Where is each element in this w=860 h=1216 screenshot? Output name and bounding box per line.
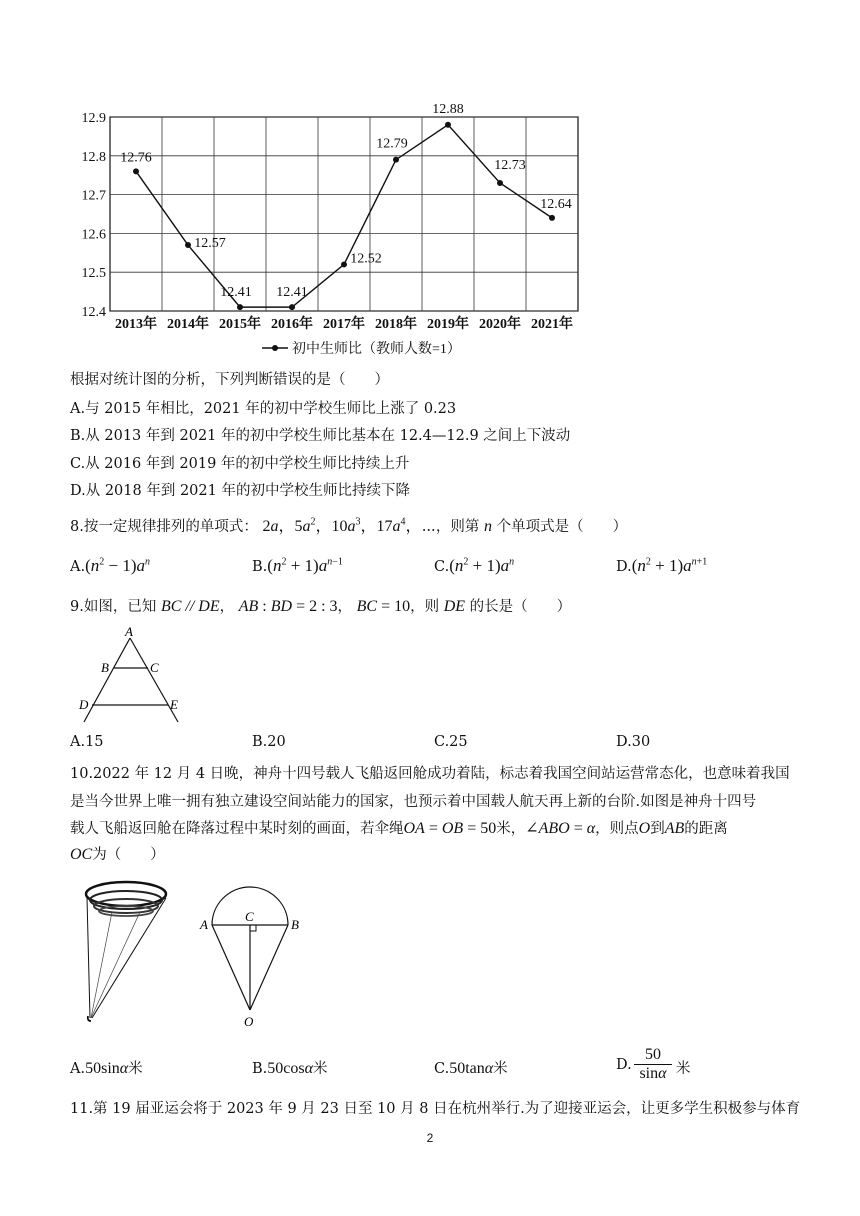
x-tick-label: 2020年 xyxy=(479,317,521,332)
data-label: 12.41 xyxy=(276,285,308,301)
data-point xyxy=(445,122,451,128)
q8-option-d: $D.(n^2 + 1)a^{n+1}$ xyxy=(616,556,708,575)
q10-label-c: C xyxy=(245,909,254,924)
q8-suffix-a: ，则第 xyxy=(435,519,480,535)
q9-condition: BC // DE xyxy=(160,598,220,615)
q9-triangle-figure xyxy=(70,624,190,724)
x-tick-labels xyxy=(115,315,573,332)
q9-option-d: D.30 xyxy=(616,734,651,750)
q9-ratio: AB xyxy=(238,598,259,615)
chart-legend xyxy=(262,340,461,357)
q9-de: DE xyxy=(443,598,466,615)
q7-option-b: B.从 2013 年到 2021 年的初中学校生师比基本在 12.4—12.9 之间上下波动 xyxy=(70,428,571,444)
data-label: 12.73 xyxy=(494,157,526,173)
data-label: 12.79 xyxy=(376,136,408,152)
plot-frame xyxy=(110,117,578,311)
q8-option-c: $C.(n^2 + 1)a^n$ xyxy=(434,556,515,575)
q10-label-a: A xyxy=(200,917,208,932)
data-point xyxy=(393,157,399,163)
q10-label-b: B xyxy=(291,917,299,932)
q7-option-d: D.从 2018 年到 2021 年的初中学校生师比持续下降 xyxy=(70,483,410,499)
data-point xyxy=(133,168,139,174)
legend-marker-icon xyxy=(272,345,278,351)
chart-grid xyxy=(110,117,578,311)
y-tick-label: 12.6 xyxy=(81,227,106,243)
q9-option-b: B.20 xyxy=(252,734,286,750)
q8-suffix-b: 个单项式是（ ） xyxy=(496,519,628,535)
data-point xyxy=(341,261,347,267)
data-point xyxy=(289,304,295,310)
q8-option-b: $B.(n^2 + 1)a^{n-1}$ xyxy=(252,556,343,575)
q10-option-a: A.50sinα米 xyxy=(70,1060,143,1077)
q10-option-b: B.50cosα米 xyxy=(252,1060,328,1077)
q10-geometry-figure xyxy=(198,878,308,1028)
q8-sequence: 2a，$5a^2$，$10a^3$，$17a^4$，⋯ xyxy=(262,516,436,535)
x-tick-label: 2019年 xyxy=(427,317,469,332)
x-tick-label: 2016年 xyxy=(271,317,313,332)
x-tick-label: 2017年 xyxy=(323,317,365,332)
data-label: 12.76 xyxy=(120,150,152,166)
data-label: 12.57 xyxy=(194,236,226,252)
q10-label-o: O xyxy=(244,1014,254,1028)
y-tick-labels xyxy=(82,111,107,320)
q9-label-a: A xyxy=(125,624,133,639)
y-tick-label: 12.5 xyxy=(81,266,106,282)
y-tick-label: 12.9 xyxy=(81,111,106,126)
q9-bc: BC xyxy=(356,598,378,615)
q10-option-c: C.50tanα米 xyxy=(434,1060,508,1077)
page-number: 2 xyxy=(426,1131,434,1145)
q10-line-3: 载人飞船返回舱在降落过程中某时刻的画面，若伞绳OA = OB = 50米，∠ABO = α，则点O到AB的距离 xyxy=(70,820,728,837)
data-point xyxy=(185,242,191,248)
q7-option-a: A.与 2015 年相比，2021 年的初中学校生师比上涨了 0.23 xyxy=(70,401,457,417)
q10-line-4: OC为（ ） xyxy=(70,846,165,863)
y-tick-label: 12.8 xyxy=(81,149,106,165)
x-tick-label: 2015年 xyxy=(219,317,261,332)
chart-series xyxy=(120,102,572,310)
x-tick-label: 2018年 xyxy=(375,317,417,332)
legend-label: 初中生师比（教师人数=1） xyxy=(292,342,461,357)
series-line xyxy=(136,125,552,307)
data-point xyxy=(497,180,503,186)
y-tick-label: 12.7 xyxy=(81,188,106,204)
x-tick-label: 2014年 xyxy=(167,317,209,332)
q9-label-e: E xyxy=(170,697,178,712)
q7-stem: 根据对统计图的分析，下列判断错误的是（ ） xyxy=(70,372,389,388)
exam-page: 12.9 12.8 12.7 12.6 12.5 12.4 2013年 2014年 2015年 2016年 2017年 2018年 2019年 2020年 2021年 12.76 12.57 12.41 12.41 12.52 12.79 12.88 12.73 12.64 初中生师比（教师人数=1） 根据对统计图的分析，下列判断错误的是（ ） A.与 2015 年相比，2021 年的初中学校生师比上涨了 0.23 B.从 2013 年到 2021 年的初中学校生师比基本在 12.4—12.9 之间上下波动 C.从 2016 年到 2019 年的初中学校生师比持续上升 D.从 2018 年到 2021 年的初中学校生师比持续下降 8.按一定规律排列的单项式： 2a，$5a^2$，$10a^3$，$17a^4$，⋯，则第 n 个单项式是（ ） $A.(n^2 - 1)a^n$ $B.(n^2 + 1)a^{n-1}$ $C.(n^2 + 1)a^n$ $D.(n^2 + 1)a^{n+1}$ 9.如图，已知 BC // DE， AB : BD = 2 : 3， BC = 10，则 DE 的长是（ ） A B C D E A.15 B.20 C.25 D.30 10.2022 年 12 月 4 日晚，神舟十四号载人飞船返回舱成功着陆，标志着我国空间站运营常态化，也意味着我国 是当今世界上唯一拥有独立建设空间站能力的国家，也预示着中国载人航天再上新的台阶.如图是神舟十四号 载人飞船返回舱在降落过程中某时刻的画面，若伞绳OA = OB = 50米，∠ABO = α，则点O到AB的距离 OC为（ ） A B C O A.50sinα米 B.50cosα米 C.50tanα米 D. 50 sinα 米 11.第 19 届亚运会将于 2023 年 9 月 23 日至 10 月 8 日在杭州举行.为了迎接亚运会，让更多学生积极参与体育 2 xyxy=(0,0,860,1216)
x-tick-label: 2021年 xyxy=(531,317,573,332)
q11-line-1: 11.第 19 届亚运会将于 2023 年 9 月 23 日至 10 月 8 日在杭州举行.为了迎接亚运会，让更多学生积极参与体育 xyxy=(70,1101,801,1117)
q10-line-1: 10.2022 年 12 月 4 日晚，神舟十四号载人飞船返回舱成功着陆，标志着我国空间站运营常态化，也意味着我国 xyxy=(70,766,790,782)
q8-prefix: 8.按一定规律排列的单项式： xyxy=(70,519,258,535)
y-tick-label: 12.4 xyxy=(81,305,106,320)
data-label: 12.41 xyxy=(220,285,252,301)
q9-option-a: A.15 xyxy=(70,734,104,750)
q9-prefix: 9.如图，已知 xyxy=(70,599,157,615)
x-tick-label: 2013年 xyxy=(115,317,157,332)
q9-label-d: D xyxy=(79,697,89,712)
q9-stem: 9.如图，已知 BC // DE， AB : BD = 2 : 3， BC = 10，则 DE 的长是（ ） xyxy=(70,598,572,615)
data-label: 12.88 xyxy=(432,101,464,117)
data-point xyxy=(549,215,555,221)
data-label: 12.64 xyxy=(540,196,572,212)
q7-option-c: C.从 2016 年到 2019 年的初中学校生师比持续上升 xyxy=(70,456,410,472)
data-point xyxy=(237,304,243,310)
q9-suffix: 的长是（ ） xyxy=(469,599,572,615)
q8-n: n xyxy=(484,518,493,535)
line-chart xyxy=(0,0,860,360)
data-label: 12.52 xyxy=(350,251,382,267)
q9-label-c: C xyxy=(150,660,159,675)
q8-stem xyxy=(70,513,627,536)
q9-label-b: B xyxy=(101,660,109,675)
q10-line-2: 是当今世界上唯一拥有独立建设空间站能力的国家，也预示着中国载人航天再上新的台阶.如图是神舟十四号 xyxy=(70,794,757,810)
parachute-photo xyxy=(82,878,172,1028)
q9-option-c: C.25 xyxy=(434,734,468,750)
q8-option-a: $A.(n^2 - 1)a^n$ xyxy=(70,556,151,575)
